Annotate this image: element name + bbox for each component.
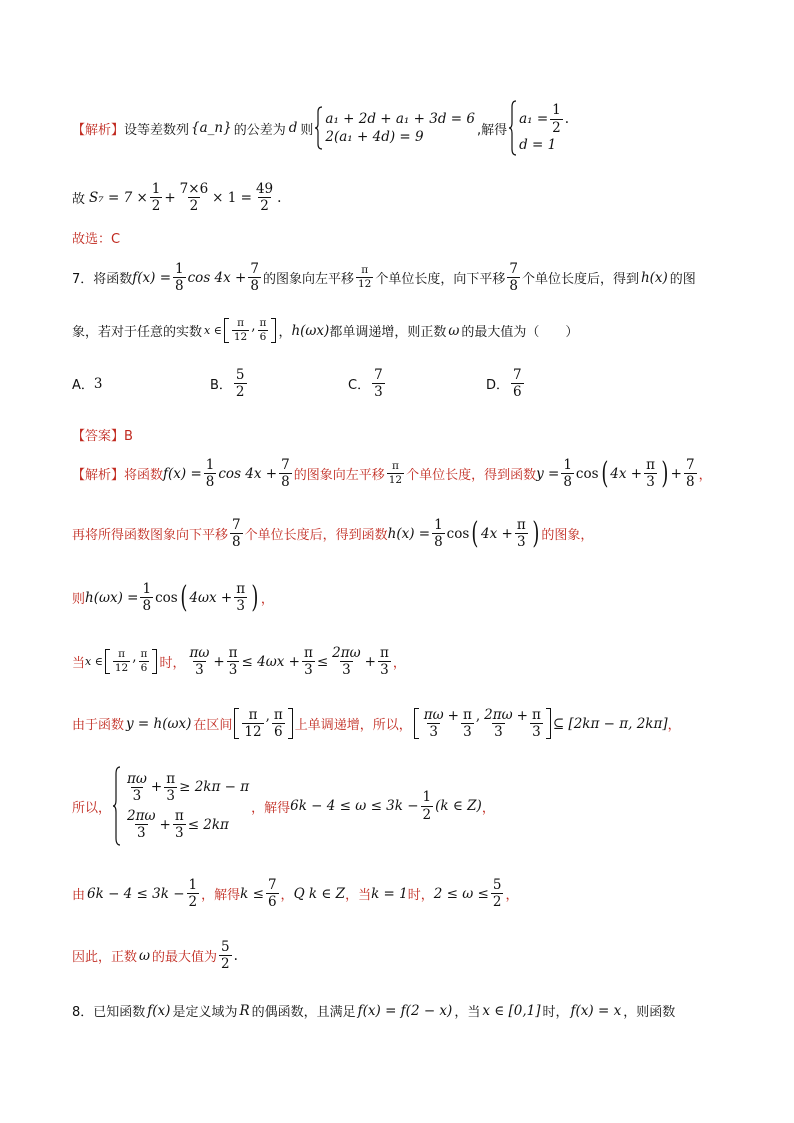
- q7-options: [72, 368, 732, 399]
- sol-line7: 由 6k − 4 ≤ 3k − $\frac{1}{2}$ ，解得 k ≤ $\frac{7}{6}$ ， Q k ∈ Z ，当 k = 1 时， 2 ≤ ω ≤ $\frac{5}{2}$ ，: [72, 877, 519, 911]
- sol-line6: 所以， $\frac{\pi\omega}{3}$ + $\frac{\pi}{3}$ ≥ 2kπ − π $\frac{2\pi\omega}{3}$ + $\frac{\pi}{3}$ ≤ 2kπ ，解得 6k − 4 ≤ ω ≤ 3k − $\frac{1}{2}$ (k ∈ Z) ，: [72, 766, 732, 846]
- equation-system: a₁ + 2d + a₁ + 3d = 6 2(a₁ + 4d) = 9: [315, 106, 475, 150]
- sol-line8: 因此，正数 ω 的最大值为 $\frac{5}{2}$ .: [72, 939, 238, 973]
- sol-line2: 再将所得函数图象向下平移 $\frac{7}{8}$ 个单位长度后，得到函数 h(x) = $\frac{1}{8}$ cos ( 4x + $\frac{\pi}{3}$ ) 的图象，: [72, 515, 594, 551]
- option-a[interactable]: A． 3: [72, 375, 103, 394]
- option-b[interactable]: B． $\frac{5}{2}$: [210, 367, 245, 401]
- q7-stem-line2: 象，若对于任意的实数 x ∈ $\frac{\pi}{12}$ , $\frac{\pi}{6}$ ， h(ωx) 都单调递增，则正数 ω 的最大值为（ ）: [72, 317, 579, 344]
- solution-system: a₁ = $\frac{1}{2}$ . d = 1: [509, 100, 569, 156]
- analysis-tag: 【解析】: [72, 122, 125, 138]
- sol-line1: 【解析】 将函数 f(x) = $\frac{1}{8}$ cos 4x + $\frac{7}{8}$ 的图象向左平移 $\frac{\pi}{12}$ 个单位长度，得到函数 y = $\frac{1}{8}$ cos ( 4x + $\frac{\pi}{3}$ ) + $\frac{7}{8}$ ，: [72, 455, 712, 491]
- q6-sum: 故 S₇ = 7 × $\frac{1}{2}$ + $\frac{7\times 6}{2}$ × 1 = $\frac{49}{2}$ .: [72, 181, 282, 215]
- option-d[interactable]: D． $\frac{7}{6}$: [486, 367, 522, 401]
- q6-choice: 故选：C: [72, 232, 121, 247]
- q6-solution: 【解析】 设等差数列 {a_n} 的公差为 d 则 a₁ + 2d + a₁ + 3d = 6 2(a₁ + 4d) = 9 ,解得 a₁ = $\frac{1}{2}$ . d = 1: [72, 100, 732, 156]
- sol-line5: 由于函数 y = h(ωx) 在区间 $\frac{\pi}{12}$ , $\frac{\pi}{6}$ 上单调递增，所以， $\frac{\pi\omega}{3}$ + $\frac{\pi}{3}$ , $\frac{2\pi\omega}{3}$ + $\frac{\pi}{3}$ ⊆ [2kπ − π, 2kπ] ，: [72, 707, 681, 741]
- sol-line3: 则 h(ωx) = $\frac{1}{8}$ cos ( 4ωx + $\frac{\pi}{3}$ ) ，: [72, 579, 274, 615]
- q8-stem: 8．已知函数 f(x) 是定义域为 R 的偶函数，且满足 f(x) = f(2 − x) ，当 x ∈ [0,1] 时， f(x) = x ，则函数: [72, 1002, 676, 1020]
- q7-answer: 【答案】B: [72, 429, 133, 444]
- sol-line4: 当 x ∈ $\frac{\pi}{12}$ , $\frac{\pi}{6}$ 时， $\frac{\pi\omega}{3}$ + $\frac{\pi}{3}$ ≤ 4ωx + $\frac{\pi}{3}$ ≤ $\frac{2\pi\omega}{3}$ + $\frac{\pi}{3}$ ，: [72, 645, 406, 679]
- q7-stem-line1: 7．将函数 f(x) = $\frac{1}{8}$ cos 4x + $\frac{7}{8}$ 的图象向左平移 $\frac{\pi}{12}$ 个单位长度，向下平移 $\frac{7}{8}$ 个单位长度后，得到 h(x) 的图: [72, 261, 696, 295]
- option-c[interactable]: C． $\frac{7}{3}$: [348, 367, 383, 401]
